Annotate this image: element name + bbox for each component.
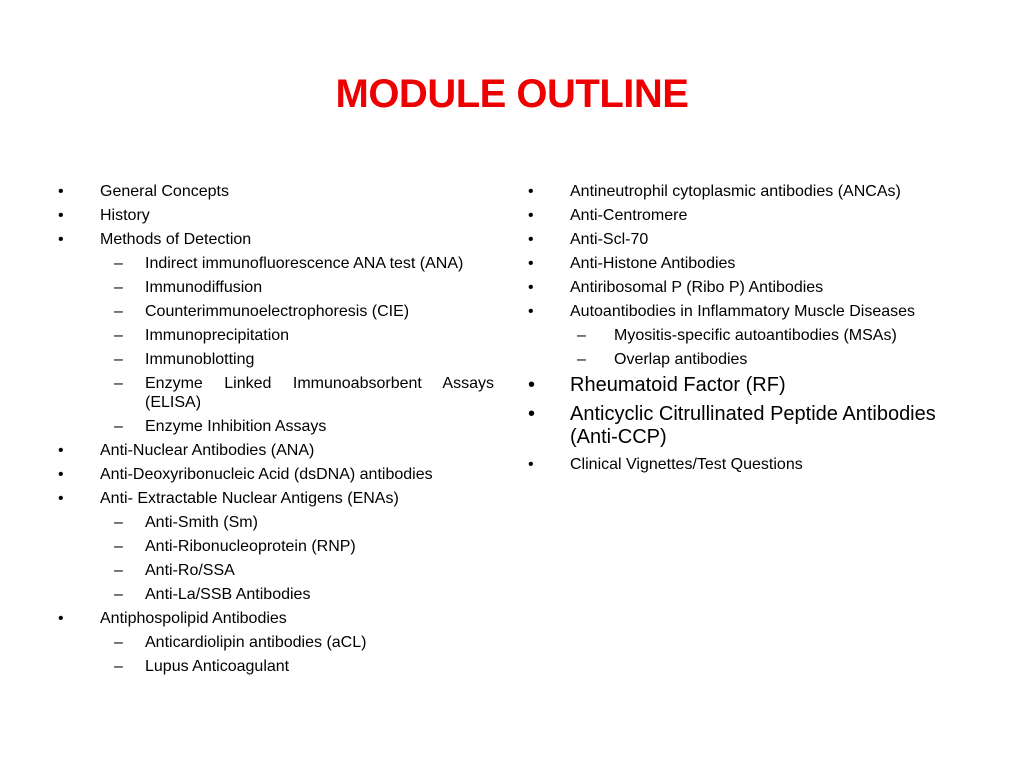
outline-item xyxy=(528,182,968,201)
outline-item-text: Counterimmunoelectrophoresis (CIE) xyxy=(145,303,410,320)
outline-subitem xyxy=(58,374,494,412)
outline-item-text: Rheumatoid Factor (RF) xyxy=(570,374,786,396)
dash-icon: – xyxy=(577,327,586,344)
outline-item-text: Methods of Detection xyxy=(100,231,252,248)
bullet-icon: • xyxy=(58,442,64,459)
dash-icon: – xyxy=(114,303,123,320)
outline-item-text: Anti-Histone Antibodies xyxy=(570,255,736,272)
outline-item-text: Myositis-specific autoantibodies (MSAs) xyxy=(614,327,897,344)
bullet-icon: • xyxy=(528,279,534,296)
outline-subitem xyxy=(58,657,494,676)
bullet-icon: • xyxy=(528,374,536,396)
dash-icon: – xyxy=(114,586,123,603)
outline-item xyxy=(528,206,968,225)
dash-icon: – xyxy=(114,255,123,272)
outline-item-text: Overlap antibodies xyxy=(614,351,748,368)
outline-item-text: Anti- Extractable Nuclear Antigens (ENAs) xyxy=(100,490,399,507)
outline-item xyxy=(58,441,494,460)
outline-subitem xyxy=(528,326,968,345)
outline-item-text: Antiribosomal P (Ribo P) Antibodies xyxy=(570,279,824,296)
outline-item-text: Anti-La/SSB Antibodies xyxy=(145,586,311,603)
bullet-icon: • xyxy=(58,231,64,248)
bullet-icon: • xyxy=(58,610,64,627)
outline-item xyxy=(58,206,494,225)
outline-item xyxy=(528,230,968,249)
outline-item-text: Anticyclic Citrullinated Peptide Antibodies (Anti-CCP) xyxy=(570,403,936,448)
outline-item-text: Anti-Ro/SSA xyxy=(145,562,235,579)
left-column xyxy=(58,182,494,681)
outline-item-text: Anti-Deoxyribonucleic Acid (dsDNA) antibodies xyxy=(100,466,433,483)
bullet-icon: • xyxy=(58,183,64,200)
outline-subitem xyxy=(58,513,494,532)
outline-item xyxy=(58,182,494,201)
outline-item-text: Anti-Centromere xyxy=(570,207,688,224)
outline-item xyxy=(58,230,494,249)
outline-subitem xyxy=(58,326,494,345)
dash-icon: – xyxy=(114,418,123,435)
outline-item xyxy=(58,465,494,484)
bullet-icon: • xyxy=(58,466,64,483)
dash-icon: – xyxy=(114,562,123,579)
bullet-icon: • xyxy=(528,403,536,425)
dash-icon: – xyxy=(114,375,123,392)
outline-item-text: Anti-Smith (Sm) xyxy=(145,514,258,531)
outline-item-text: Clinical Vignettes/Test Questions xyxy=(570,456,803,473)
bullet-icon: • xyxy=(528,207,534,224)
outline-item-text: Immunodiffusion xyxy=(145,279,263,296)
dash-icon: – xyxy=(114,351,123,368)
outline-item-text: Indirect immunofluorescence ANA test (ANA) xyxy=(145,255,464,272)
dash-icon: – xyxy=(114,634,123,651)
outline-item-text: Lupus Anticoagulant xyxy=(145,658,290,675)
outline-item-text: Immunoprecipitation xyxy=(145,327,290,344)
outline-item-text: Enzyme Linked Immunoabsorbent Assays (ELISA) xyxy=(145,375,494,411)
outline-subitem xyxy=(58,350,494,369)
outline-item xyxy=(58,489,494,508)
outline-subitem xyxy=(58,302,494,321)
bullet-icon: • xyxy=(528,255,534,272)
outline-item-text: Anti-Nuclear Antibodies (ANA) xyxy=(100,442,315,459)
outline-item-text: Immunoblotting xyxy=(145,351,255,368)
dash-icon: – xyxy=(114,658,123,675)
outline-item-text: General Concepts xyxy=(100,183,229,200)
dash-icon: – xyxy=(114,279,123,296)
dash-icon: – xyxy=(114,538,123,555)
dash-icon: – xyxy=(114,514,123,531)
bullet-icon: • xyxy=(58,490,64,507)
outline-item-text: Antiphospolipid Antibodies xyxy=(100,610,287,627)
outline-item-text: Anticardiolipin antibodies (aCL) xyxy=(145,634,367,651)
outline-item-text: Anti-Ribonucleoprotein (RNP) xyxy=(145,538,356,555)
outline-item xyxy=(528,278,968,297)
outline-item xyxy=(528,403,968,449)
outline-item xyxy=(528,254,968,273)
outline-item-text: Autoantibodies in Inflammatory Muscle Diseases xyxy=(570,303,916,320)
outline-item xyxy=(528,302,968,321)
outline-item-text: Enzyme Inhibition Assays xyxy=(145,418,327,435)
outline-subitem xyxy=(58,417,494,436)
dash-icon: – xyxy=(114,327,123,344)
outline-subitem xyxy=(58,278,494,297)
outline-subitem xyxy=(58,633,494,652)
outline-item xyxy=(528,455,968,474)
outline-item-text: Anti-Scl-70 xyxy=(570,231,649,248)
outline-subitem xyxy=(58,254,494,273)
dash-icon: – xyxy=(577,351,586,368)
outline-subitem xyxy=(58,585,494,604)
bullet-icon: • xyxy=(528,456,534,473)
bullet-icon: • xyxy=(58,207,64,224)
outline-item-text: Antineutrophil cytoplasmic antibodies (ANCAs) xyxy=(570,183,901,200)
left-outline-list xyxy=(58,182,494,676)
right-outline-list xyxy=(528,182,968,474)
outline-subitem xyxy=(58,537,494,556)
outline-item xyxy=(58,609,494,628)
right-column xyxy=(528,182,968,479)
outline-subitem xyxy=(58,561,494,580)
slide-title: MODULE OUTLINE xyxy=(335,72,689,116)
bullet-icon: • xyxy=(528,183,534,200)
outline-item-text: History xyxy=(100,207,150,224)
outline-item xyxy=(528,374,968,397)
outline-subitem xyxy=(528,350,968,369)
bullet-icon: • xyxy=(528,303,534,320)
bullet-icon: • xyxy=(528,231,534,248)
